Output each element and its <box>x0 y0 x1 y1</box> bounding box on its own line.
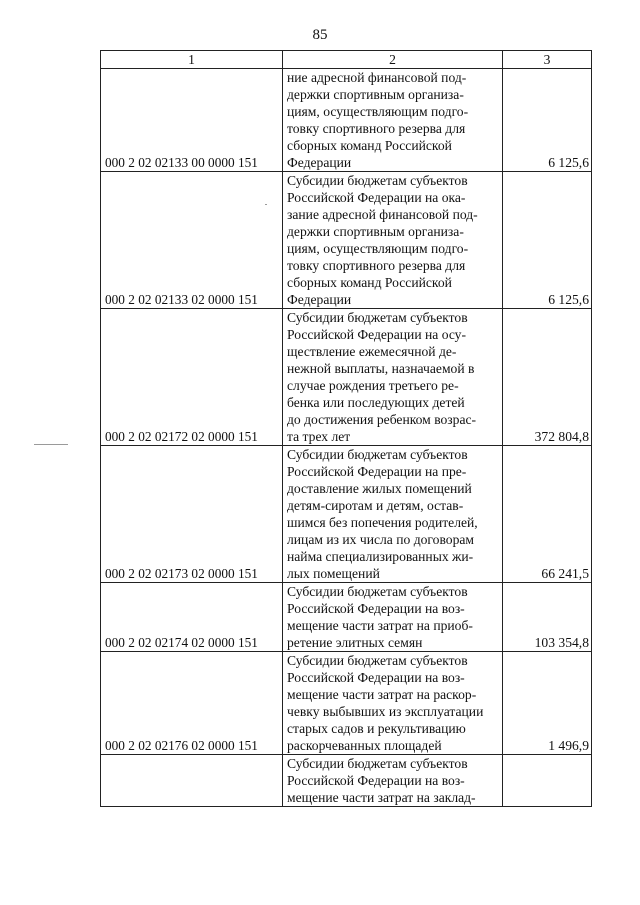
income-name-line: мещение части затрат на заклад- <box>287 790 476 805</box>
income-name-line: Российской Федерации на осу- <box>287 327 467 342</box>
income-name-line: доставление жилых помещений <box>287 481 472 496</box>
amount-cell: 103 354,8 <box>503 583 592 652</box>
income-name-line: лицам из их числа по договорам <box>287 532 475 547</box>
income-name-line: товку спортивного резерва для <box>287 121 466 136</box>
income-name-line: Субсидии бюджетам субъектов <box>287 173 468 188</box>
income-name-line: та трех лет <box>287 429 351 444</box>
income-name-line: Субсидии бюджетам субъектов <box>287 584 468 599</box>
column-header-name: 2 <box>283 51 503 69</box>
income-name-line: нежной выплаты, назначаемой в <box>287 361 475 376</box>
budget-table <box>100 50 592 807</box>
income-name-line: мещение части затрат на приоб- <box>287 618 473 633</box>
income-name-cell <box>283 446 503 583</box>
income-name-line: сборных команд Российской <box>287 138 452 153</box>
budget-code-cell: 000 2 02 02173 02 0000 151 <box>101 446 283 583</box>
amount-cell: 66 241,5 <box>503 446 592 583</box>
income-name-line: Субсидии бюджетам субъектов <box>287 756 468 771</box>
income-name-line: сборных команд Российской <box>287 275 452 290</box>
column-header-code: 1 <box>101 51 283 69</box>
income-name-line: Федерации <box>287 292 352 307</box>
income-name-line: мещение части затрат на раскор- <box>287 687 477 702</box>
income-name-line: ние адресной финансовой под- <box>287 70 467 85</box>
income-name-line: найма специализированных жи- <box>287 549 474 564</box>
income-name-line: Субсидии бюджетам субъектов <box>287 447 468 462</box>
table-body <box>101 69 592 807</box>
scan-mark <box>34 444 68 445</box>
income-name-line: раскорчеванных площадей <box>287 738 442 753</box>
table-row <box>101 446 592 583</box>
income-name-line: Субсидии бюджетам субъектов <box>287 653 468 668</box>
income-name-line: ществление ежемесячной де- <box>287 344 457 359</box>
income-name-cell <box>283 755 503 807</box>
income-name-line: шимся без попечения родителей, <box>287 515 478 530</box>
income-name-line: Российской Федерации на ока- <box>287 190 466 205</box>
income-name-line: случае рождения третьего ре- <box>287 378 459 393</box>
income-name-line: Российской Федерации на воз- <box>287 773 465 788</box>
table-row <box>101 583 592 652</box>
income-name-cell <box>283 69 503 172</box>
amount-cell <box>503 755 592 807</box>
table-row <box>101 755 592 807</box>
income-name-cell <box>283 652 503 755</box>
income-name-line: старых садов и рекультивацию <box>287 721 466 736</box>
column-header-amount: 3 <box>503 51 592 69</box>
income-name-cell <box>283 172 503 309</box>
amount-cell: 6 125,6 <box>503 69 592 172</box>
table-row <box>101 652 592 755</box>
budget-code-cell: 000 2 02 02176 02 0000 151 <box>101 652 283 755</box>
amount-cell: 6 125,6 <box>503 172 592 309</box>
amount-cell: 1 496,9 <box>503 652 592 755</box>
budget-code-cell: 000 2 02 02133 00 0000 151 <box>101 69 283 172</box>
budget-code-cell: 000 2 02 02133 02 0000 151 <box>101 172 283 309</box>
income-name-line: лых помещений <box>287 566 380 581</box>
income-name-line: до достижения ребенком возрас- <box>287 412 477 427</box>
table-row <box>101 309 592 446</box>
income-name-line: Федерации <box>287 155 352 170</box>
income-name-line: чевку выбывших из эксплуатации <box>287 704 484 719</box>
income-name-line: Субсидии бюджетам субъектов <box>287 310 468 325</box>
table-row <box>101 69 592 172</box>
income-name-line: бенка или последующих детей <box>287 395 465 410</box>
income-name-line: Российской Федерации на пре- <box>287 464 467 479</box>
scan-mark <box>265 204 267 205</box>
income-name-line: держки спортивным организа- <box>287 87 464 102</box>
income-name-line: циям, осуществляющим подго- <box>287 104 469 119</box>
income-name-cell <box>283 309 503 446</box>
table-header-row <box>101 51 592 69</box>
income-name-cell <box>283 583 503 652</box>
budget-code-cell <box>101 755 283 807</box>
table-row <box>101 172 592 309</box>
income-name-line: держки спортивным организа- <box>287 224 464 239</box>
income-name-line: циям, осуществляющим подго- <box>287 241 469 256</box>
page-number: 85 <box>312 27 328 43</box>
amount-cell: 372 804,8 <box>503 309 592 446</box>
income-name-line: Российской Федерации на воз- <box>287 601 465 616</box>
budget-code-cell: 000 2 02 02172 02 0000 151 <box>101 309 283 446</box>
budget-code-cell: 000 2 02 02174 02 0000 151 <box>101 583 283 652</box>
income-name-line: ретение элитных семян <box>287 635 423 650</box>
income-name-line: детям-сиротам и детям, остав- <box>287 498 464 513</box>
income-name-line: зание адресной финансовой под- <box>287 207 478 222</box>
income-name-line: товку спортивного резерва для <box>287 258 466 273</box>
income-name-line: Российской Федерации на воз- <box>287 670 465 685</box>
